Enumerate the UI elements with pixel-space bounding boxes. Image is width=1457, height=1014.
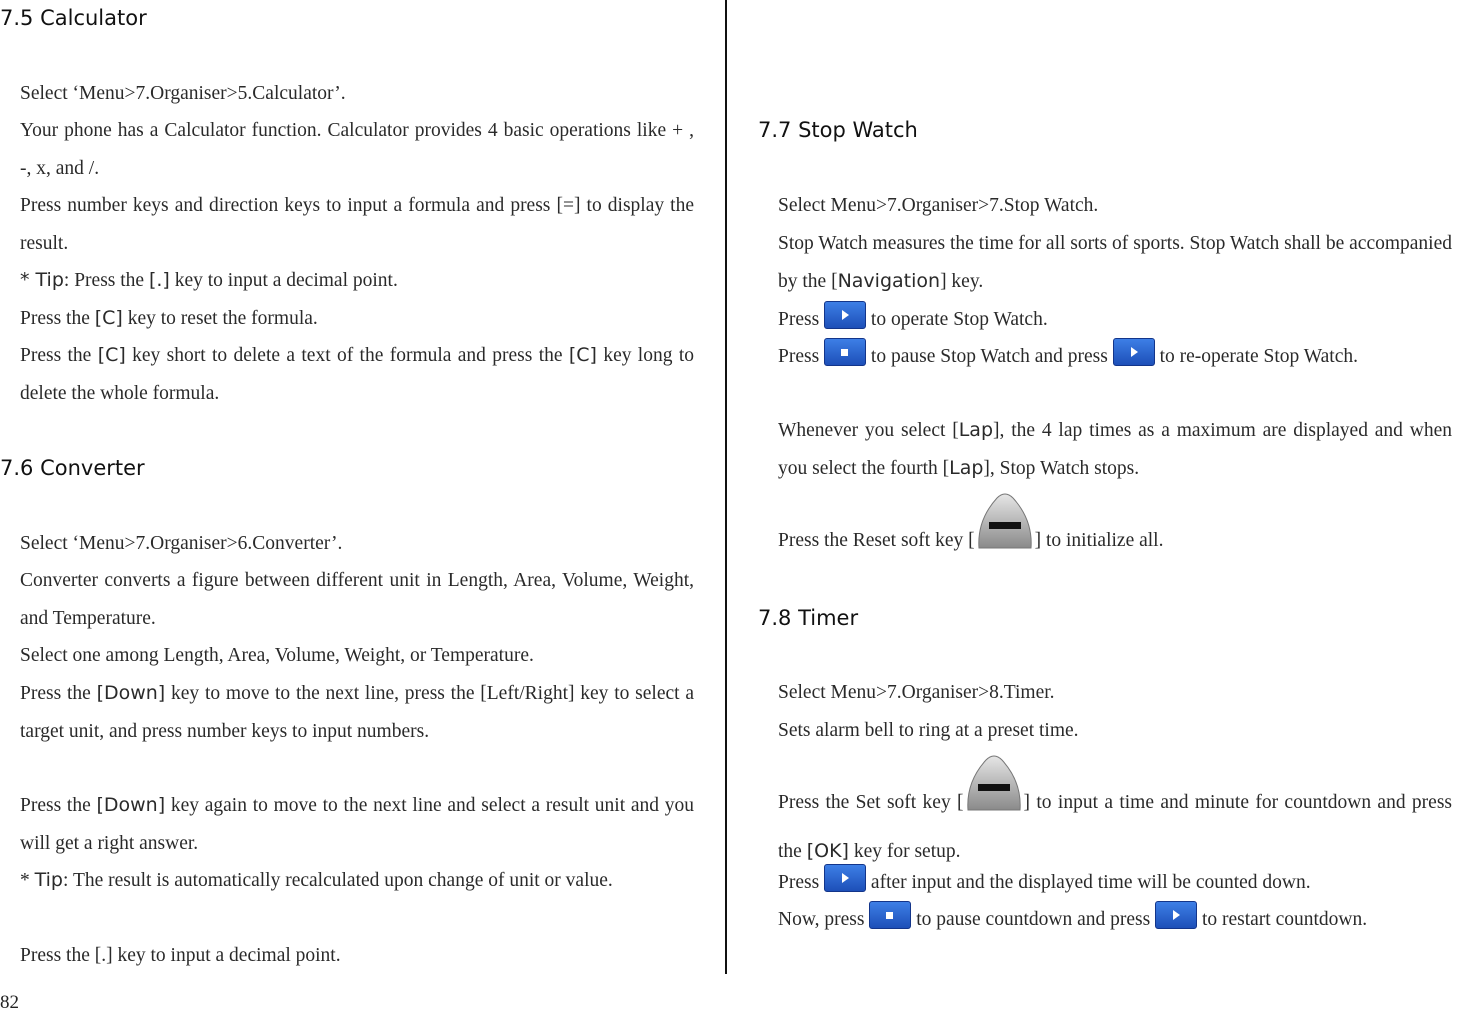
play-button-icon bbox=[1113, 338, 1155, 366]
sw-pause bbox=[778, 338, 1452, 376]
key-lap: Lap bbox=[949, 456, 984, 479]
text: after input and the displayed time will be counted down. bbox=[866, 872, 1311, 893]
text: : The result is automatically recalculated upon change of unit or value. bbox=[63, 870, 613, 891]
text: ], Stop Watch stops. bbox=[983, 457, 1140, 479]
text: ] key. bbox=[940, 270, 984, 292]
text: : Press the bbox=[63, 270, 149, 291]
text: Now, press bbox=[778, 909, 870, 930]
conv-select: Select one among Length, Area, Volume, Weight, or Temperature. bbox=[20, 645, 534, 666]
play-button-icon bbox=[1155, 901, 1197, 929]
text: to operate Stop Watch. bbox=[866, 309, 1048, 330]
section-title-converter: 7.6 Converter bbox=[0, 456, 145, 480]
timer-pause bbox=[778, 901, 1452, 939]
conv-tip bbox=[20, 862, 694, 900]
text: Press the Reset soft key [ bbox=[778, 530, 975, 551]
text: Press the bbox=[20, 683, 97, 704]
conv-menu-path: Select ‘Menu>7.Organiser>6.Converter’. bbox=[20, 533, 343, 554]
text: key short to delete a text of the formula and press the bbox=[125, 345, 569, 366]
text: key again to move to the next line and select a result unit and you will get a right answer. bbox=[20, 795, 694, 854]
text: Press the bbox=[20, 345, 98, 366]
text: Press bbox=[778, 872, 825, 893]
text: to restart countdown. bbox=[1197, 909, 1368, 930]
text: Press the bbox=[20, 308, 95, 329]
soft-key-icon bbox=[975, 490, 1035, 552]
section-title-calculator: 7.5 Calculator bbox=[0, 6, 147, 30]
text: key for setup. bbox=[848, 841, 961, 862]
sw-lap bbox=[778, 412, 1452, 487]
sw-operate bbox=[778, 301, 1452, 339]
sw-description bbox=[778, 225, 1452, 300]
key-dot: [.] bbox=[148, 269, 170, 291]
calc-usage: Press number keys and direction keys to input a formula and press [=] to display the result. bbox=[20, 195, 694, 254]
calc-description: Your phone has a Calculator function. Calculator provides 4 basic operations like + , -, x, and /. bbox=[20, 120, 694, 179]
conv-decimal: Press the [.] key to input a decimal point. bbox=[20, 945, 341, 966]
play-button-icon bbox=[824, 301, 866, 329]
key-lap: Lap bbox=[958, 419, 994, 441]
text: ] to initialize all. bbox=[1034, 530, 1164, 551]
text: to pause countdown and press bbox=[911, 909, 1156, 930]
calc-tip bbox=[20, 262, 694, 300]
timer-description: Sets alarm bell to ring at a preset time. bbox=[778, 720, 1079, 741]
text: key long to delete the whole formula. bbox=[20, 345, 694, 404]
conv-description: Converter converts a figure between different unit in Length, Area, Volume, Weight, and Temperature. bbox=[20, 570, 694, 629]
key-c: [C] bbox=[568, 344, 597, 366]
timer-set bbox=[778, 752, 1452, 871]
calc-menu-path: Select ‘Menu>7.Organiser>5.Calculator’. bbox=[20, 83, 346, 104]
section-title-stop-watch: 7.7 Stop Watch bbox=[758, 118, 918, 142]
page-number: 82 bbox=[0, 992, 19, 1013]
sw-menu-path: Select Menu>7.Organiser>7.Stop Watch. bbox=[778, 195, 1099, 216]
stop-button-icon bbox=[869, 901, 911, 929]
play-button-icon bbox=[824, 864, 866, 892]
text: Press bbox=[778, 346, 825, 367]
timer-start bbox=[778, 864, 1452, 902]
key-c: [C] bbox=[97, 344, 126, 366]
tip-label: Tip bbox=[34, 869, 63, 891]
text: Whenever you select [ bbox=[778, 420, 959, 441]
stop-button-icon bbox=[824, 338, 866, 366]
text: ] to input a time and minute for countdown and press the bbox=[778, 792, 1453, 862]
text: key to reset the formula. bbox=[122, 308, 318, 329]
text: key to input a decimal point. bbox=[169, 270, 398, 291]
key-down: [Down] bbox=[96, 682, 166, 704]
key-ok: [OK] bbox=[806, 840, 849, 862]
text: key to move to the next line, press the [Left/Right] key to select a target unit, and press number keys to input numbers. bbox=[20, 683, 694, 742]
text: Press the bbox=[20, 795, 97, 816]
conv-result bbox=[20, 787, 694, 862]
key-down: [Down] bbox=[96, 794, 166, 816]
text: ], the 4 lap times as a maximum are displayed and when you select the fourth [ bbox=[778, 420, 1452, 479]
text: to re-operate Stop Watch. bbox=[1154, 346, 1358, 367]
conv-navigation bbox=[20, 675, 694, 750]
key-c: [C] bbox=[94, 307, 123, 329]
text: Press bbox=[778, 309, 825, 330]
text: * bbox=[20, 870, 35, 891]
soft-key-icon bbox=[964, 752, 1024, 814]
calc-reset bbox=[20, 300, 694, 338]
text: Press the Set soft key [ bbox=[778, 792, 964, 813]
section-title-timer: 7.8 Timer bbox=[758, 606, 859, 630]
key-navigation: Navigation bbox=[837, 269, 941, 292]
text: Stop Watch measures the time for all sorts of sports. Stop Watch shall be accompanied by the [ bbox=[778, 233, 1452, 292]
tip-label: * Tip bbox=[20, 269, 64, 291]
text: to pause Stop Watch and press bbox=[866, 346, 1113, 367]
calc-delete bbox=[20, 337, 694, 412]
column-divider bbox=[725, 0, 727, 974]
timer-menu-path: Select Menu>7.Organiser>8.Timer. bbox=[778, 682, 1055, 703]
sw-reset bbox=[778, 490, 1452, 571]
